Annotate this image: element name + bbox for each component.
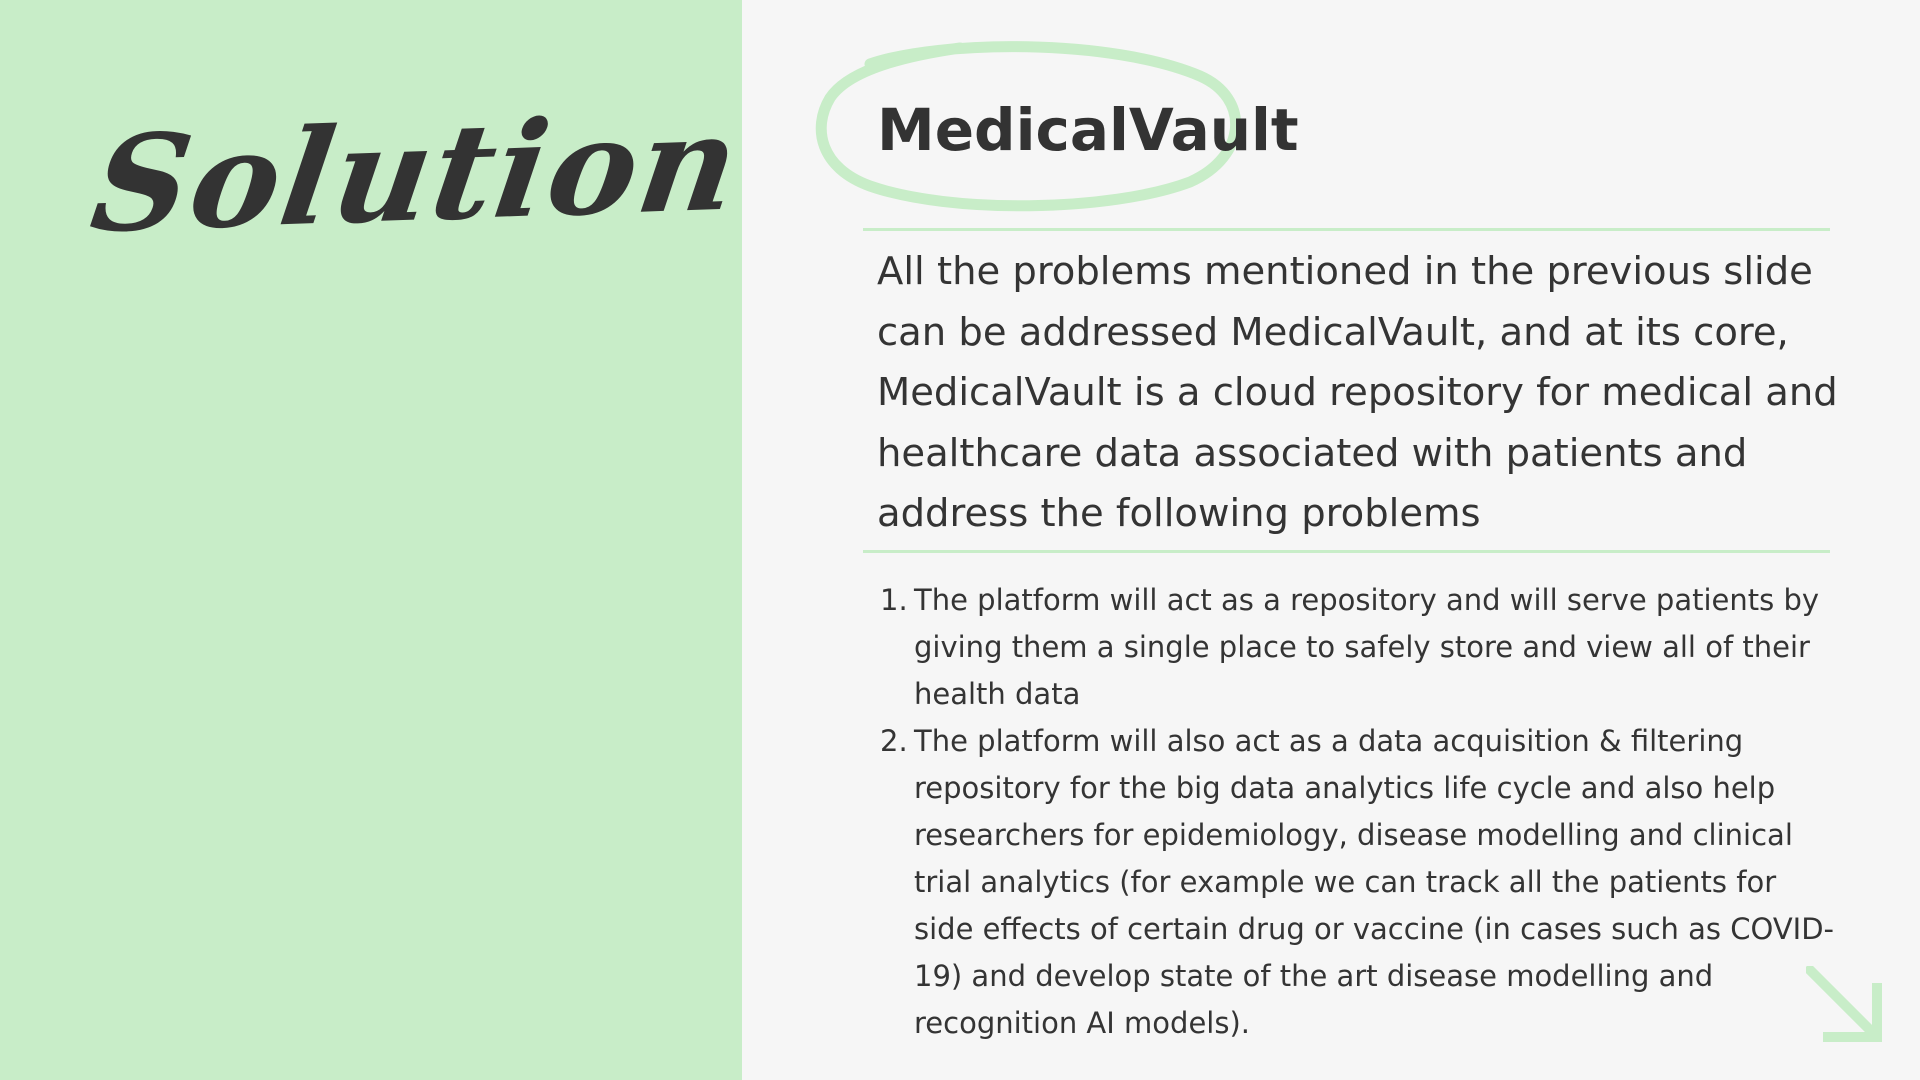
product-name: MedicalVault [877, 96, 1299, 164]
points-list [880, 577, 1840, 1047]
arrow-down-right-icon [1806, 966, 1882, 1042]
divider-top [863, 228, 1830, 231]
list-item [880, 718, 1840, 1047]
divider-bottom [863, 550, 1830, 553]
section-title: Solution [83, 85, 750, 263]
intro-paragraph: All the problems mentioned in the previous slide can be addressed MedicalVault, and at its core, MedicalVault is a cloud repository for medical and healthcare data associated with patients and address the following problems [877, 249, 1838, 536]
list-item-number: 1. [880, 583, 908, 617]
list-item-text: The platform will act as a repository and will serve patients by giving them a single place to safely store and view all of their health data [914, 583, 1820, 711]
list-item [880, 577, 1840, 718]
list-item-text: The platform will also act as a data acquisition & filtering repository for the big data analytics life cycle and also help researchers for epidemiology, disease modelling and clinical trial analytics (for example we can track all the patients for side effects of certain drug or vaccine (in cases such as COVID-19) and develop state of the art disease modelling and recognition AI models). [914, 724, 1834, 1040]
list-item-number: 2. [880, 724, 908, 758]
